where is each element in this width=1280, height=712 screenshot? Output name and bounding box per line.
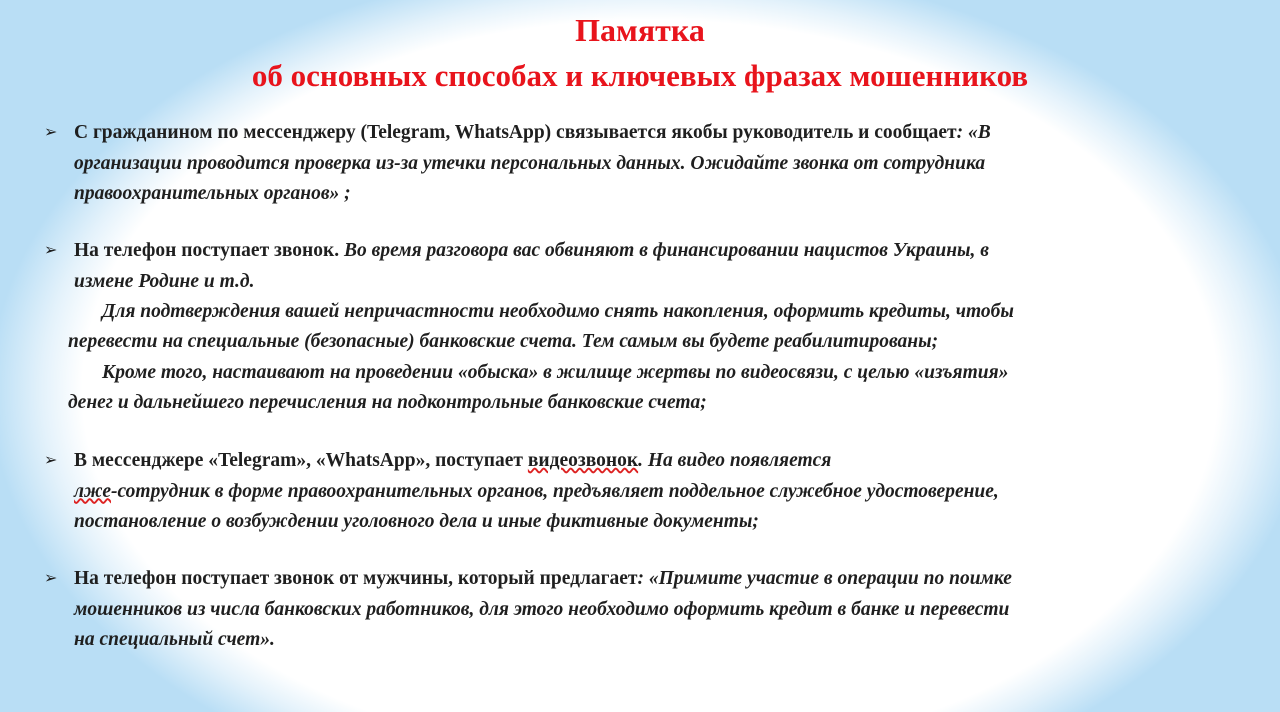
item-3-text-1: . На видео появляется — [638, 450, 832, 471]
item-2-lead: На телефон поступает звонок. — [74, 240, 340, 261]
item-2-para-1a: Для подтверждения вашей непричастности необходимо снять накопления, оформить кредиты, чтобы — [102, 301, 1014, 322]
item-2-text-1: Во время разговора вас обвиняют в финансировании нацистов Украины, в — [339, 240, 990, 261]
item-3-text-2a: лже — [74, 480, 111, 502]
item-3-lead-underlined: видеозвонок — [527, 450, 639, 471]
item-4-text-1: : «Примите участие в операции по поимке — [637, 568, 1012, 589]
item-2-para-2b: денег и дальнейшего перечисления на подконтрольные банковские счета; — [68, 392, 707, 413]
item-2-para-1b: перевести на специальные (безопасные) банковские счета. Тем самым вы будете реабилитированы; — [68, 331, 939, 352]
page-subtitle: об основных способах и ключевых фразах мошенников — [251, 58, 1029, 93]
item-3-lead: В мессенджере «Telegram», «WhatsApp», поступает — [74, 450, 528, 471]
item-1-quote-line-3: правоохранительных органов» ; — [74, 183, 351, 204]
list-item-video-call — [44, 446, 1272, 538]
item-3-text-2b: -сотрудник в форме правоохранительных органов, предъявляет поддельное служебное удостоверение, — [110, 480, 999, 502]
item-4-text-2: мошенников из числа банковских работников, для этого необходимо оформить кредит в банке и перевести — [74, 598, 1010, 620]
bullet-arrow-icon: ➢ — [44, 242, 58, 259]
item-1-quote-line-2: организации проводится проверка из-за утечки персональных данных. Ожидайте звонка от сотрудника — [74, 152, 986, 174]
item-3-text-3: постановление о возбуждении уголовного дела и иные фиктивные документы; — [74, 511, 759, 532]
bullet-arrow-icon: ➢ — [44, 452, 58, 469]
item-4-text-3: на специальный счет». — [74, 629, 275, 650]
list-item-messenger-manager — [44, 118, 1272, 210]
list-item-police-operation — [44, 564, 1272, 656]
item-1-quote-start: : «В — [956, 122, 991, 143]
item-1-lead: С гражданином по мессенджеру (Telegram, WhatsApp) связывается якобы руководитель и сообщает — [74, 122, 957, 143]
page-title: Памятка — [575, 12, 705, 48]
item-2-para-2a: Кроме того, настаивают на проведении «обыска» в жилище жертвы по видеосвязи, с целью «изъятия» — [102, 362, 1009, 383]
bullet-arrow-icon: ➢ — [44, 570, 58, 587]
bullet-arrow-icon: ➢ — [44, 124, 58, 141]
list-item-phone-call-accusation — [44, 236, 1272, 413]
item-2-text-2: измене Родине и т.д. — [74, 270, 255, 292]
item-4-lead: На телефон поступает звонок от мужчины, который предлагает — [74, 568, 638, 589]
